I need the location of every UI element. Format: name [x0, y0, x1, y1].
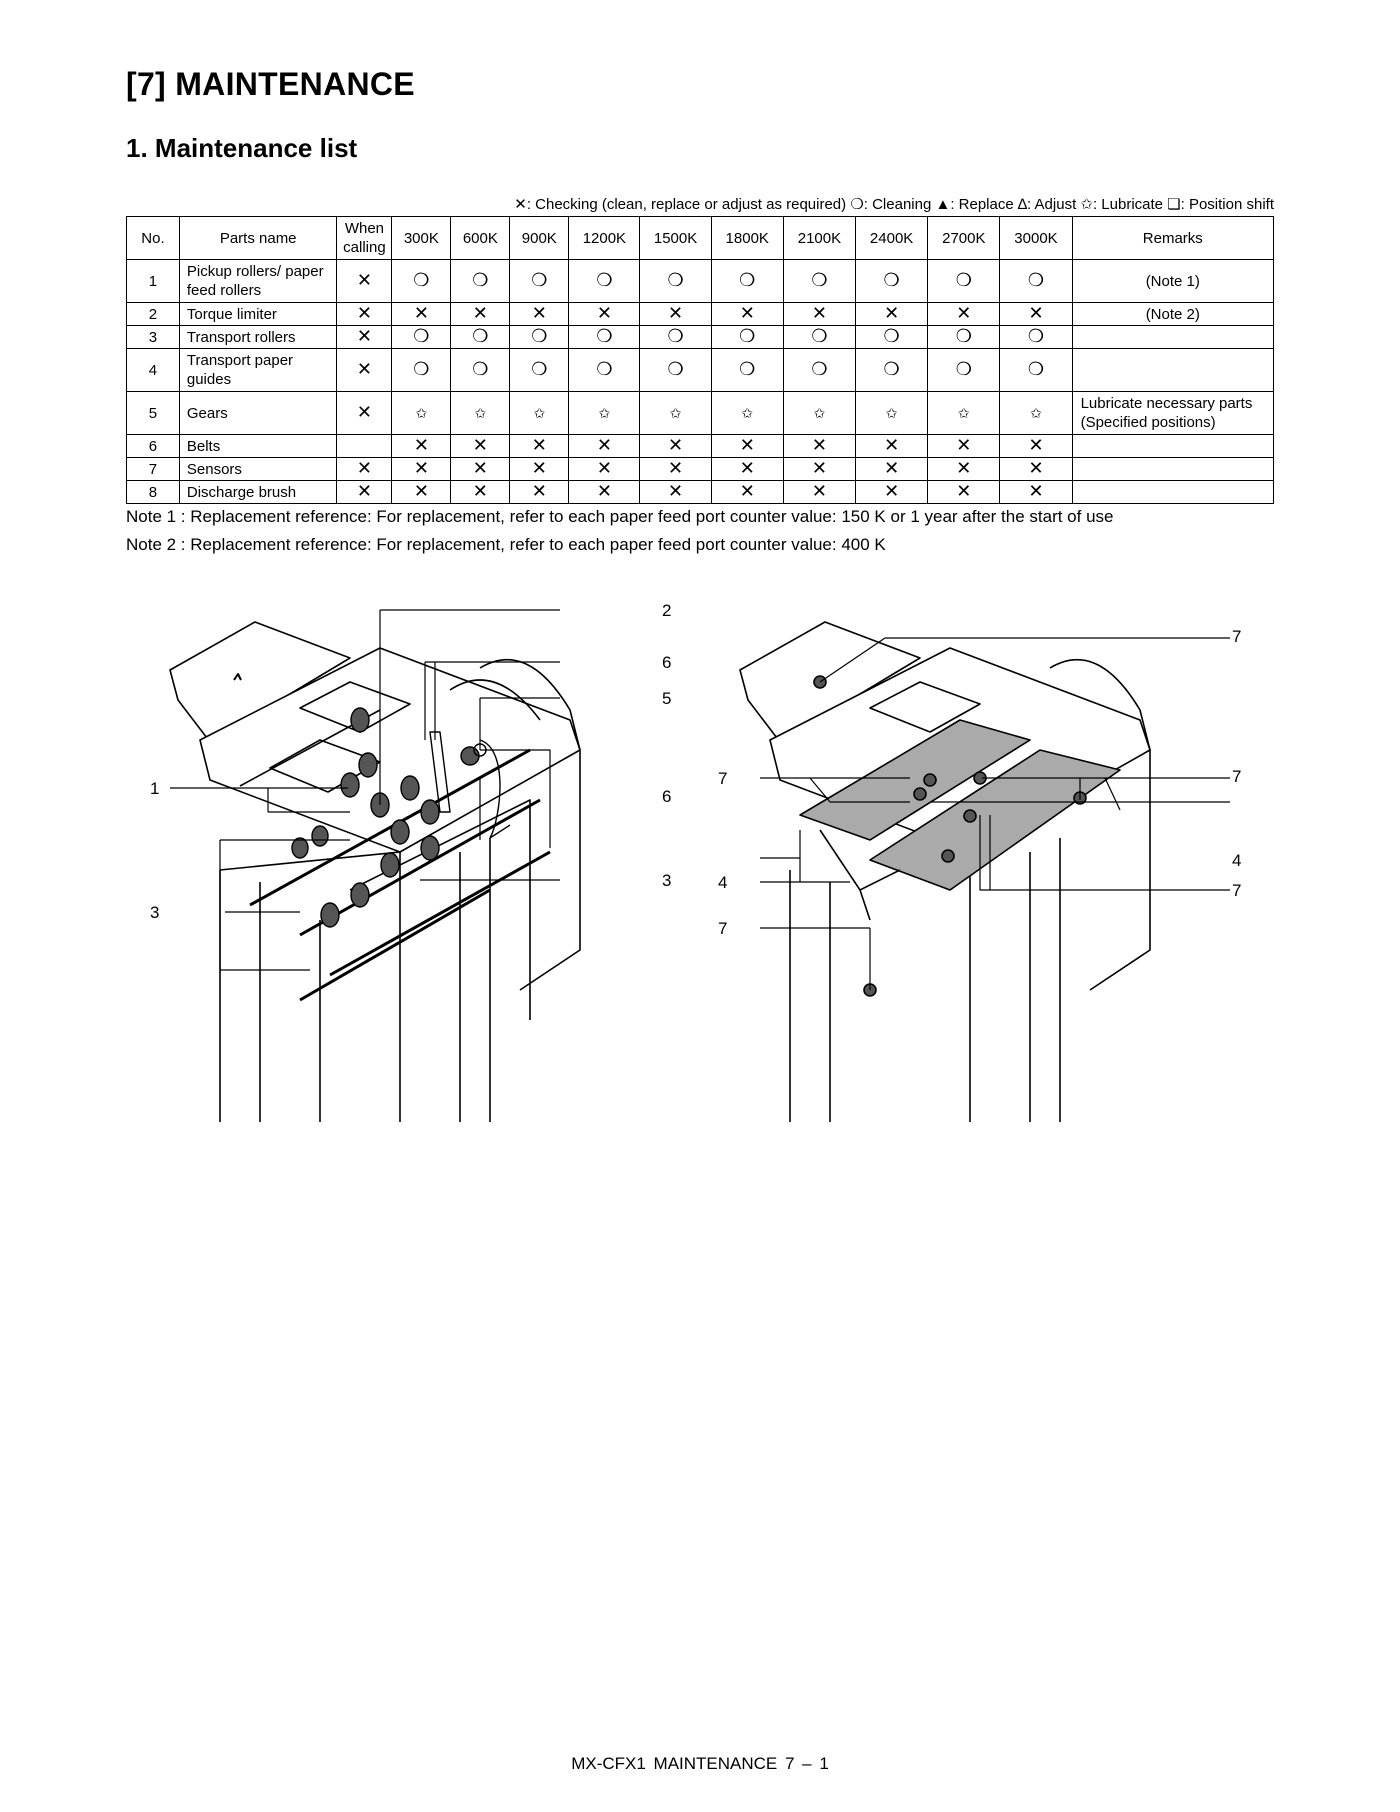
maintenance-mark: ✩: [957, 404, 970, 421]
maintenance-mark: ❍: [883, 270, 900, 290]
table-row: [127, 458, 1274, 481]
callout-7c: 7: [1232, 767, 1242, 786]
table-row: [127, 435, 1274, 458]
part-name: Transport rollers: [179, 326, 337, 349]
interval-cell: [392, 458, 451, 481]
maintenance-mark: ✕: [956, 435, 972, 455]
maintenance-mark: ✕: [472, 435, 488, 455]
interval-cell: [711, 435, 783, 458]
interval-cell: [451, 326, 510, 349]
interval-cell: [856, 435, 928, 458]
header-cell: 1500K: [640, 217, 711, 260]
interval-cell: [856, 303, 928, 326]
interval-cell: [640, 392, 711, 435]
maintenance-mark: ✕: [956, 481, 972, 501]
maintenance-mark: ✕: [356, 402, 372, 422]
maintenance-mark: ✕: [1028, 481, 1044, 501]
maintenance-mark: ✕: [596, 458, 612, 478]
header-cell: 1800K: [711, 217, 783, 260]
maintenance-mark: ✩: [741, 404, 754, 421]
maintenance-mark: ❍: [472, 326, 489, 346]
maintenance-mark: ✕: [811, 458, 827, 478]
maintenance-mark: ❍: [596, 270, 613, 290]
callout-6b: 6: [662, 787, 672, 806]
header-cell: Parts name: [179, 217, 337, 260]
maintenance-mark: ✕: [1028, 435, 1044, 455]
part-name: Discharge brush: [179, 481, 337, 504]
maintenance-mark: ✕: [531, 458, 547, 478]
part-name: Sensors: [179, 458, 337, 481]
table-body: [127, 260, 1274, 504]
interval-cell: [856, 326, 928, 349]
interval-cell: [1000, 435, 1072, 458]
interval-cell: [337, 392, 392, 435]
maintenance-mark: ✕: [884, 435, 900, 455]
part-name: Torque limiter: [179, 303, 337, 326]
maintenance-mark: ❍: [811, 326, 828, 346]
maintenance-mark: ❍: [413, 326, 430, 346]
interval-cell: [711, 349, 783, 392]
maintenance-mark: ✕: [531, 481, 547, 501]
part-name: Belts: [179, 435, 337, 458]
interval-cell: [392, 481, 451, 504]
maintenance-mark: ✕: [884, 481, 900, 501]
interval-cell: [337, 349, 392, 392]
maintenance-mark: ✕: [739, 481, 755, 501]
table-row: [127, 392, 1274, 435]
row-number: 3: [127, 326, 180, 349]
interval-cell: [783, 481, 855, 504]
interval-cell: [569, 481, 640, 504]
header-cell: 900K: [510, 217, 569, 260]
interval-cell: [640, 458, 711, 481]
callout-1: 1: [150, 779, 160, 798]
maintenance-mark: ✩: [813, 404, 826, 421]
interval-cell: [510, 392, 569, 435]
callout-7a: 7: [1232, 627, 1242, 646]
maintenance-mark: ❍: [667, 326, 684, 346]
interval-cell: [928, 260, 1000, 303]
part-name: Gears: [179, 392, 337, 435]
maintenance-mark: ❍: [811, 270, 828, 290]
maintenance-table: [126, 216, 1274, 504]
interval-cell: [783, 435, 855, 458]
maintenance-mark: ✩: [885, 404, 898, 421]
left-diagram: [150, 590, 690, 1122]
interval-cell: [928, 392, 1000, 435]
callout-4a: 4: [1232, 851, 1242, 870]
maintenance-mark: ❍: [955, 359, 972, 379]
row-number: 5: [127, 392, 180, 435]
interval-cell: [451, 392, 510, 435]
interval-cell: [337, 260, 392, 303]
maintenance-mark: ✕: [956, 303, 972, 323]
maintenance-mark: ❍: [739, 270, 756, 290]
interval-cell: [856, 260, 928, 303]
maintenance-mark: ❍: [1027, 270, 1045, 290]
interval-cell: [337, 481, 392, 504]
maintenance-mark: ❍: [811, 359, 828, 379]
maintenance-mark: ✕: [596, 303, 612, 323]
maintenance-mark: ❍: [531, 270, 548, 290]
right-diagram: [720, 590, 1260, 1122]
interval-cell: [1000, 458, 1072, 481]
callout-2: 2: [662, 601, 672, 620]
maintenance-mark: ✕: [472, 458, 488, 478]
remarks-cell: [1072, 481, 1273, 504]
interval-cell: [711, 481, 783, 504]
interval-cell: [1000, 392, 1072, 435]
callout-3b: 3: [150, 903, 160, 922]
interval-cell: [928, 435, 1000, 458]
page-footer: MX-CFX1 MAINTENANCE 7 – 1: [571, 1754, 829, 1773]
callout-6: 6: [662, 653, 672, 672]
maintenance-mark: ✕: [739, 435, 755, 455]
interval-cell: [640, 349, 711, 392]
maintenance-mark: ❍: [413, 270, 430, 290]
maintenance-mark: ❍: [739, 326, 756, 346]
remarks-cell: [1072, 458, 1273, 481]
table-row: [127, 349, 1274, 392]
table-header-row: [127, 217, 1274, 260]
maintenance-mark: ✕: [811, 481, 827, 501]
row-number: 6: [127, 435, 180, 458]
maintenance-mark: ✕: [472, 303, 488, 323]
interval-cell: [569, 326, 640, 349]
maintenance-mark: ✩: [598, 404, 611, 421]
maintenance-mark: ✕: [884, 303, 900, 323]
maintenance-mark: ✕: [413, 435, 429, 455]
maintenance-mark: ✕: [956, 458, 972, 478]
maintenance-mark: ❍: [413, 359, 430, 379]
interval-cell: [783, 326, 855, 349]
row-number: 7: [127, 458, 180, 481]
callout-7e: 7: [718, 919, 728, 938]
maintenance-mark: ✩: [415, 404, 428, 421]
row-number: 4: [127, 349, 180, 392]
header-cell: When calling: [337, 217, 392, 260]
interval-cell: [337, 458, 392, 481]
interval-cell: [640, 260, 711, 303]
note-1: Note 1 : Replacement reference: For replacement, refer to each paper feed port counter value: 150 K or 1 year after the start of use: [126, 507, 1114, 526]
interval-cell: [928, 458, 1000, 481]
header-cell: 3000K: [1000, 217, 1072, 260]
maintenance-mark: ❍: [596, 359, 613, 379]
interval-cell: [451, 303, 510, 326]
interval-cell: [569, 303, 640, 326]
interval-cell: [640, 435, 711, 458]
interval-cell: [711, 326, 783, 349]
header-cell: 300K: [392, 217, 451, 260]
maintenance-mark: ✕: [413, 303, 429, 323]
interval-cell: [451, 260, 510, 303]
interval-cell: [711, 260, 783, 303]
header-cell: 600K: [451, 217, 510, 260]
maintenance-mark: ❍: [955, 270, 972, 290]
interval-cell: [928, 349, 1000, 392]
interval-cell: [928, 303, 1000, 326]
maintenance-mark: ❍: [883, 326, 900, 346]
header-cell: 1200K: [569, 217, 640, 260]
maintenance-mark: ✕: [531, 435, 547, 455]
maintenance-mark: ✕: [811, 303, 827, 323]
maintenance-mark: ✕: [413, 481, 429, 501]
interval-cell: [510, 349, 569, 392]
interval-cell: [783, 260, 855, 303]
maintenance-mark: ✕: [356, 270, 372, 290]
part-name: Transport paper guides: [179, 349, 337, 392]
maintenance-mark: ✕: [1028, 303, 1044, 323]
callout-3: 3: [662, 871, 672, 890]
interval-cell: [856, 458, 928, 481]
maintenance-mark: ✕: [356, 303, 372, 323]
remarks-cell: Lubricate necessary parts (Specified positions): [1072, 392, 1273, 435]
maintenance-mark: ❍: [472, 270, 489, 290]
maintenance-mark: ✕: [668, 303, 684, 323]
maintenance-mark: ✕: [413, 458, 429, 478]
maintenance-mark: ✕: [356, 359, 372, 379]
interval-cell: [1000, 481, 1072, 504]
table-row: [127, 326, 1274, 349]
table-row: [127, 481, 1274, 504]
maintenance-mark: ❍: [883, 359, 900, 379]
interval-cell: [640, 481, 711, 504]
interval-cell: [392, 349, 451, 392]
maintenance-mark: ❍: [739, 359, 756, 379]
interval-cell: [711, 392, 783, 435]
interval-cell: [337, 303, 392, 326]
interval-cell: [451, 435, 510, 458]
remarks-cell: [1072, 435, 1273, 458]
interval-cell: [392, 326, 451, 349]
maintenance-mark: ❍: [531, 359, 548, 379]
note-2: Note 2 : Replacement reference: For replacement, refer to each paper feed port counter value: 400 K: [126, 535, 886, 554]
maintenance-mark: ❍: [531, 326, 548, 346]
symbol-legend: ✕: Checking (clean, replace or adjust as required) ❍: Cleaning ▲: Replace ∆: Adjust ✩: Lubricate ❏: Position shift: [514, 196, 1274, 213]
left-diagram-drawing: [150, 590, 690, 1122]
maintenance-mark: ✕: [596, 481, 612, 501]
remarks-cell: (Note 2): [1072, 303, 1273, 326]
maintenance-mark: ✩: [1030, 404, 1042, 421]
header-cell: 2100K: [783, 217, 855, 260]
remarks-cell: [1072, 326, 1273, 349]
interval-cell: [451, 481, 510, 504]
maintenance-mark: ❍: [1027, 359, 1045, 379]
interval-cell: [569, 458, 640, 481]
maintenance-mark: ✩: [533, 404, 546, 421]
maintenance-mark: ❍: [667, 359, 684, 379]
interval-cell: [783, 392, 855, 435]
maintenance-mark: ❍: [596, 326, 613, 346]
table-row: [127, 303, 1274, 326]
interval-cell: [569, 349, 640, 392]
interval-cell: [1000, 326, 1072, 349]
maintenance-mark: ✕: [596, 435, 612, 455]
header-cell: 2400K: [856, 217, 928, 260]
interval-cell: [510, 303, 569, 326]
part-name: Pickup rollers/ paper feed rollers: [179, 260, 337, 303]
maintenance-mark: ✕: [739, 303, 755, 323]
interval-cell: [640, 326, 711, 349]
interval-cell: [392, 260, 451, 303]
interval-cell: [783, 458, 855, 481]
interval-cell: [510, 326, 569, 349]
maintenance-mark: ✕: [1028, 458, 1044, 478]
maintenance-mark: ✩: [474, 404, 487, 421]
table-row: [127, 260, 1274, 303]
callout-4b: 4: [718, 873, 728, 892]
interval-cell: [451, 458, 510, 481]
callout-7d: 7: [1232, 881, 1242, 900]
maintenance-mark: ❍: [955, 326, 972, 346]
remarks-cell: (Note 1): [1072, 260, 1273, 303]
row-number: 2: [127, 303, 180, 326]
interval-cell: [711, 458, 783, 481]
interval-cell: [928, 326, 1000, 349]
maintenance-mark: ❍: [472, 359, 489, 379]
interval-cell: [451, 349, 510, 392]
maintenance-mark: ✕: [668, 458, 684, 478]
interval-cell: [711, 303, 783, 326]
maintenance-mark: ✕: [739, 458, 755, 478]
interval-cell: [856, 349, 928, 392]
maintenance-mark: ✕: [531, 303, 547, 323]
interval-cell: [510, 435, 569, 458]
interval-cell: [856, 481, 928, 504]
callout-7b: 7: [718, 769, 728, 788]
interval-cell: [1000, 260, 1072, 303]
maintenance-mark: ✩: [669, 404, 682, 421]
maintenance-mark: ❍: [1027, 326, 1045, 346]
interval-cell: [510, 260, 569, 303]
interval-cell: [856, 392, 928, 435]
interval-cell: [392, 303, 451, 326]
remarks-cell: [1072, 349, 1273, 392]
header-cell: No.: [127, 217, 180, 260]
interval-cell: [783, 349, 855, 392]
maintenance-mark: ✕: [356, 481, 372, 501]
maintenance-mark: ✕: [668, 435, 684, 455]
callout-5: 5: [662, 689, 672, 708]
interval-cell: [1000, 349, 1072, 392]
interval-cell: [392, 392, 451, 435]
interval-cell: [510, 458, 569, 481]
interval-cell: [1000, 303, 1072, 326]
row-number: 1: [127, 260, 180, 303]
interval-cell: [337, 326, 392, 349]
maintenance-mark: ❍: [667, 270, 684, 290]
interval-cell: [510, 481, 569, 504]
maintenance-mark: ✕: [668, 481, 684, 501]
interval-cell: [569, 392, 640, 435]
interval-cell: [337, 435, 392, 458]
maintenance-mark: ✕: [884, 458, 900, 478]
maintenance-mark: ✕: [356, 326, 372, 346]
chapter-title: [7] MAINTENANCE: [126, 66, 415, 102]
right-diagram-drawing: [720, 590, 1260, 1122]
interval-cell: [783, 303, 855, 326]
maintenance-mark: ✕: [356, 458, 372, 478]
interval-cell: [640, 303, 711, 326]
section-title: 1. Maintenance list: [126, 133, 358, 163]
interval-cell: [569, 260, 640, 303]
interval-cell: [928, 481, 1000, 504]
maintenance-mark: ✕: [811, 435, 827, 455]
row-number: 8: [127, 481, 180, 504]
interval-cell: [392, 435, 451, 458]
header-cell: 2700K: [928, 217, 1000, 260]
maintenance-mark: ✕: [472, 481, 488, 501]
interval-cell: [569, 435, 640, 458]
header-cell: Remarks: [1072, 217, 1273, 260]
